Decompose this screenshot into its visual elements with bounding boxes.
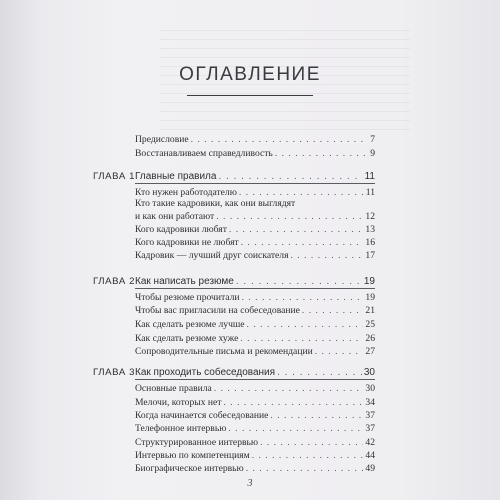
chapter-page: 11 — [364, 171, 375, 182]
chapter-rule — [135, 183, 375, 184]
page-title: ОГЛАВЛЕНИЕ — [179, 64, 321, 85]
toc-entry-page: 11 — [365, 187, 375, 198]
leader-dots — [315, 345, 364, 358]
leader-dots — [223, 396, 363, 409]
leader-dots — [191, 133, 369, 146]
leader-dots — [270, 409, 363, 422]
toc-entry — [135, 422, 375, 435]
leader-dots — [252, 449, 364, 462]
leader-dots — [275, 147, 368, 160]
toc-entry-text: Интервью по компетенциям — [135, 450, 250, 461]
toc-entry-text: Основные правила — [135, 383, 212, 394]
toc-entry-page: 30 — [365, 383, 375, 394]
chapter-heading — [135, 275, 375, 288]
toc-entry-page: 26 — [365, 333, 375, 344]
toc-entry-page: 16 — [365, 237, 375, 248]
leader-dots — [228, 422, 363, 435]
toc-entry — [135, 332, 375, 345]
toc-entry-text: Сопроводительные письма и рекомендации — [135, 346, 313, 357]
title-underline — [187, 95, 313, 96]
chapter-label: ГЛАВА 3 — [93, 367, 136, 378]
chapter-label: ГЛАВА 2 — [93, 276, 136, 287]
leader-dots — [246, 462, 364, 475]
toc-entry-text: и как они работают — [135, 211, 215, 222]
toc-entry — [135, 210, 375, 223]
toc-entry-text: Структурированное интервью — [135, 437, 259, 448]
toc-entry-text: Чтобы резюме прочитали — [135, 292, 240, 303]
toc-entry — [135, 223, 375, 236]
chapter-page: 30 — [363, 367, 375, 378]
toc-entry-page: 25 — [365, 319, 375, 330]
toc-entry — [135, 409, 375, 422]
toc-entry-text: Кадровик — лучший друг соискателя — [135, 250, 289, 261]
chapter-heading — [135, 366, 375, 379]
chapter-heading — [135, 170, 375, 183]
toc-entry-page: 12 — [365, 211, 375, 222]
toc-entry — [135, 147, 375, 160]
toc-entry-page: 37 — [365, 423, 375, 434]
toc-entry-text: Восстанавливаем справедливость — [135, 148, 273, 159]
toc-entry-text: Чтобы вас пригласили на собеседование — [135, 305, 300, 316]
leader-dots — [216, 210, 363, 223]
toc-entry-text: Как сделать резюме лучше — [135, 319, 245, 330]
chapter-title: Как проходить собеседования — [135, 367, 276, 378]
toc-entry-page: 44 — [365, 450, 375, 461]
toc-entry-text: Когда начинается собеседование — [135, 410, 269, 421]
toc-entry-page: 42 — [365, 437, 375, 448]
leader-dots — [242, 291, 364, 304]
toc-entry-text: Кого кадровики любят — [135, 224, 227, 235]
toc-entry-page: 37 — [365, 410, 375, 421]
toc-entry-page: 27 — [365, 346, 375, 357]
toc-entry-text: Телефонное интервью — [135, 423, 227, 434]
toc-entry — [135, 197, 375, 210]
toc-entry — [135, 462, 375, 475]
leader-dots — [277, 366, 362, 379]
toc-entry-page: 7 — [370, 134, 375, 145]
leader-dots — [247, 318, 364, 331]
toc-entry — [135, 449, 375, 462]
toc-entry-text: Мелочи, которых нет — [135, 397, 222, 408]
toc-entry-page: 49 — [365, 463, 375, 474]
toc-entry — [135, 382, 375, 395]
toc-entry-page: 13 — [365, 224, 375, 235]
toc-entry-text: Предисловие — [135, 134, 189, 145]
toc-entry-page: 21 — [365, 305, 375, 316]
toc-entry-text: Кого кадровики не любят — [135, 237, 239, 248]
toc-entry-page: 34 — [365, 397, 375, 408]
toc-entry — [135, 291, 375, 304]
toc-entry — [135, 396, 375, 409]
toc-entry-page: 17 — [365, 250, 375, 261]
toc-entry — [135, 318, 375, 331]
toc-entry — [135, 304, 375, 317]
toc-entry-text: Как сделать резюме хуже — [135, 333, 239, 344]
leader-dots — [218, 170, 362, 183]
chapter-rule — [135, 379, 375, 380]
chapter-rule — [135, 288, 375, 289]
toc-entry-page: 9 — [370, 148, 375, 159]
toc-entry — [135, 133, 375, 146]
toc-entry — [135, 249, 375, 262]
leader-dots — [241, 236, 364, 249]
page-number: 3 — [247, 478, 253, 489]
leader-dots — [236, 275, 362, 288]
chapter-title: Как написать резюме — [135, 276, 234, 287]
toc-entry — [135, 236, 375, 249]
leader-dots — [291, 249, 364, 262]
toc-entry-text: Кто такие кадровики, как они выглядят — [135, 198, 296, 209]
toc-entry — [135, 345, 375, 358]
leader-dots — [240, 332, 363, 345]
chapter-page: 19 — [363, 276, 375, 287]
leader-dots — [214, 382, 364, 395]
chapter-title: Главные правила — [135, 171, 217, 182]
toc-entry — [135, 436, 375, 449]
toc-entry-text: Кто нужен работодателю — [135, 187, 237, 198]
chapter-label: ГЛАВА 1 — [93, 171, 136, 182]
toc-entry-text: Биографическое интервью — [135, 463, 244, 474]
leader-dots — [229, 223, 363, 236]
leader-dots — [260, 436, 363, 449]
toc-entry-page: 19 — [365, 292, 375, 303]
leader-dots — [302, 304, 364, 317]
